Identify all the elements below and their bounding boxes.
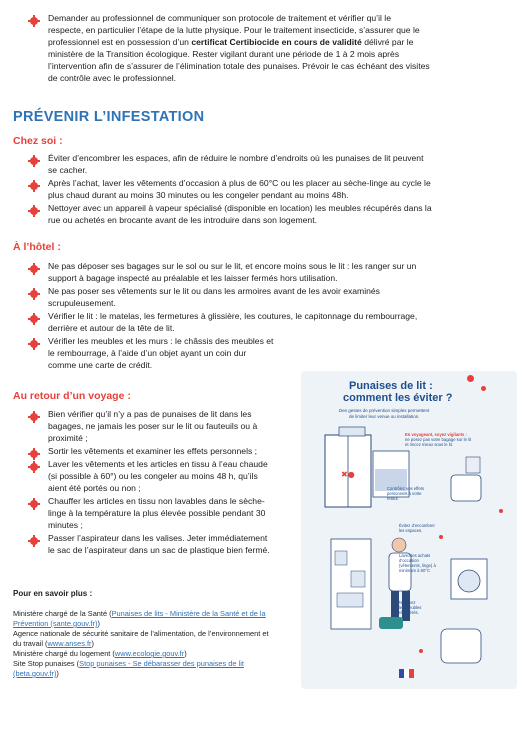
note-line: d’occasion bbox=[399, 558, 419, 563]
poster-subtitle: Des gestes de prévention simples permettent bbox=[339, 408, 430, 413]
savoir-line bbox=[13, 649, 187, 659]
note-line: personnels à votre bbox=[387, 491, 422, 496]
note-line: En voyageant, soyez vigilants : bbox=[405, 432, 467, 437]
poster-note bbox=[387, 486, 424, 501]
stop-punaises-link[interactable]: (beta.gouv.fr) bbox=[13, 669, 57, 678]
bullet-icon bbox=[30, 413, 38, 421]
poster-note bbox=[399, 553, 436, 573]
bullet-icon bbox=[30, 340, 38, 348]
bug-icon bbox=[467, 375, 474, 382]
savoir-text: Site Stop punaises ( bbox=[13, 659, 80, 668]
sante-link[interactable]: Prévention (sante.gouv.fr) bbox=[13, 619, 98, 628]
certificat-emphasis: certificat Certibiocide en cours de validité bbox=[191, 37, 362, 47]
savoir-line bbox=[13, 639, 94, 649]
retour-item: linge à la température la plus élevée possible pendant 30 bbox=[48, 508, 266, 518]
intro-line: l’intervention afin de s’assurer de l’élimination totale des punaises. Prévoir le cas échéant des visites bbox=[48, 61, 430, 71]
chez-soi-item: rue ou achetés en brocante avant de les introduire dans son logement. bbox=[48, 215, 317, 225]
savoir-line bbox=[13, 659, 244, 669]
bug-icon bbox=[481, 386, 486, 391]
section-title: PRÉVENIR L’INFESTATION bbox=[13, 109, 205, 125]
poster-note bbox=[405, 432, 471, 447]
note-line: Lavez les achats bbox=[399, 553, 431, 558]
hotel-item: support à bagage inspecté au préalable et les laisser fermés hors utilisation. bbox=[48, 273, 338, 283]
chez-soi-item: Nettoyer avec un appareil à vapeur spécialisé (disponible en location) les meubles récupérés dans la bbox=[48, 203, 432, 213]
intro-line: Demander au professionnel de communiquer son protocole de traitement et vérifier qu’il le bbox=[48, 13, 391, 23]
retour-item: Passer l’aspirateur dans les valises. Jeter immédiatement bbox=[48, 533, 268, 543]
bullet-icon bbox=[30, 537, 38, 545]
bullet-icon bbox=[30, 157, 38, 165]
svg-text:✖●: ✖● bbox=[341, 470, 355, 479]
intro-line bbox=[48, 37, 413, 47]
retour-item: Bien vérifier qu’il n’y a pas de punaises de lit dans les bbox=[48, 409, 252, 419]
bullet-icon bbox=[30, 450, 38, 458]
retour-item: minutes ; bbox=[48, 520, 83, 530]
retour-item: bagages, ne jamais les poser sur le lit ou fauteuils ou à bbox=[48, 421, 258, 431]
chez-soi-item: Après l’achat, laver les vêtements d’occasion à plus de 60°C ou les placer au sèche-linge au cycle le bbox=[48, 178, 431, 188]
note-line: (vêtements, linge) à bbox=[399, 563, 436, 568]
poster-title: comment les éviter ? bbox=[343, 392, 453, 404]
prevention-poster bbox=[301, 371, 517, 689]
intro-text: délivré par le bbox=[364, 37, 414, 47]
hotel-item: Ne pas poser ses vêtements sur le lit ou dans les armoires avant de les avoir examinés bbox=[48, 286, 380, 296]
retour-item: Laver les vêtements et les articles en tissu à l’eau chaude bbox=[48, 459, 268, 469]
savoir-text: ) bbox=[97, 619, 100, 628]
anses-link[interactable]: www.anses.fr bbox=[47, 639, 92, 648]
retour-item: le sac de l’aspirateur dans un sac de plastique bien fermé. bbox=[48, 545, 270, 555]
intro-line: respecte, en particulier l’étape de la lutte physique. Pour le traitement insecticide, s’assurer que le bbox=[48, 25, 420, 35]
savoir-text: Ministère chargé du logement ( bbox=[13, 649, 115, 658]
note-line: ne posez pas votre bagage sur le lit bbox=[405, 437, 472, 442]
hotel-heading: À l’hôtel : bbox=[13, 241, 61, 253]
chez-soi-heading: Chez soi : bbox=[13, 135, 63, 147]
hotel-item: Vérifier les meubles et les murs : le châssis des meubles et bbox=[48, 336, 274, 346]
person-shape bbox=[392, 538, 406, 552]
hotel-item: le rembourrage, à l’aide d’un objet ayant un coin dur bbox=[48, 348, 247, 358]
ecologie-link[interactable]: www.ecologie.gouv.fr bbox=[114, 649, 185, 658]
retour-heading: Au retour d’un voyage : bbox=[13, 390, 131, 402]
chair-shape bbox=[451, 475, 481, 501]
note-line: les espaces. bbox=[399, 528, 423, 533]
bullet-icon bbox=[30, 463, 38, 471]
savoir-text: ) bbox=[184, 649, 187, 658]
retour-item: Chauffer les articles en tissu non lavables dans le sèche- bbox=[48, 496, 265, 506]
hotel-item: Ne pas déposer ses bagages sur le sol ou sur le lit, et encore moins sous le lit : les ranger sur un bbox=[48, 261, 417, 271]
savoir-text: ) bbox=[91, 639, 94, 648]
savoir-line bbox=[13, 619, 100, 629]
bullet-icon bbox=[30, 290, 38, 298]
stop-punaises-link[interactable]: Stop punaises - Se débarasser des punaises de lit bbox=[79, 659, 244, 668]
bullet-icon bbox=[30, 265, 38, 273]
intro-line: de contrôle avec le professionnel. bbox=[48, 73, 177, 83]
bullet-icon bbox=[30, 207, 38, 215]
note-line: récupérés. bbox=[399, 610, 419, 615]
retour-item: aient été portés ou non ; bbox=[48, 483, 141, 493]
vacuum-shape bbox=[379, 617, 403, 629]
savoir-text: ) bbox=[56, 669, 59, 678]
note-line: et rincez mieux sous le lit. bbox=[405, 442, 453, 447]
poster-subtitle: de limiter leur venue ou installation. bbox=[349, 414, 420, 419]
note-line: minimum à 60°C bbox=[399, 568, 430, 573]
chez-soi-item: se cacher. bbox=[48, 165, 88, 175]
savoir-line bbox=[13, 609, 266, 619]
note-line: Nettoyez bbox=[399, 600, 416, 605]
savoir-text: Agence nationale de sécurité sanitaire de l’alimentation, de l’environnement et bbox=[13, 629, 269, 638]
savoir-text: Ministère chargé de la Santé ( bbox=[13, 609, 112, 618]
note-line: Contrôlez vos effets bbox=[387, 486, 424, 491]
intro-bullet-icon bbox=[30, 17, 38, 25]
intro-text: professionnel est en possession d’un bbox=[48, 37, 189, 47]
retour-item: Sortir les vêtements et examiner les effets personnels ; bbox=[48, 446, 258, 456]
poster-title: Punaises de lit : bbox=[349, 380, 433, 392]
note-line: retour. bbox=[387, 496, 399, 501]
chez-soi-item: plus chaud durant au moins 30 minutes ou les congeler pendant au moins 48h. bbox=[48, 190, 349, 200]
retour-item: proximité ; bbox=[48, 433, 88, 443]
hotel-item: comme une carte de crédit. bbox=[48, 360, 153, 370]
savoir-line bbox=[13, 669, 59, 679]
savoir-heading: Pour en savoir plus : bbox=[13, 589, 93, 598]
poster-note bbox=[399, 523, 435, 533]
chez-soi-item: Éviter d’encombrer les espaces, afin de réduire le nombre d’endroits où les punaises de lit peuvent bbox=[48, 153, 424, 163]
savoir-text: du travail ( bbox=[13, 639, 48, 648]
sante-link[interactable]: Punaises de lits - Ministère de la Santé et de la bbox=[111, 609, 266, 618]
bullet-icon bbox=[30, 182, 38, 190]
retour-item: (si possible à 60°) ou les congeler au moins 48 h, qu’ils bbox=[48, 471, 258, 481]
bullet-icon bbox=[30, 315, 38, 323]
note-line: Évitez d’encombrer bbox=[399, 523, 435, 528]
hotel-item: scrupuleusement. bbox=[48, 298, 116, 308]
bullet-icon bbox=[30, 500, 38, 508]
flag-logo-shape bbox=[399, 669, 404, 678]
hotel-item: derrière et autour de la tête de lit. bbox=[48, 323, 175, 333]
note-line: les meubles bbox=[399, 605, 422, 610]
armchair-shape bbox=[441, 629, 481, 663]
poster-note bbox=[399, 600, 421, 615]
intro-line: ministère de la Transition écologique. Rester vigilant durant une période de 1 à 2 mois après bbox=[48, 49, 400, 59]
savoir-line bbox=[13, 629, 269, 639]
hotel-item: Vérifier le lit : le matelas, les fermetures à glissière, les coutures, le capitonnage du rembourrage, bbox=[48, 311, 418, 321]
